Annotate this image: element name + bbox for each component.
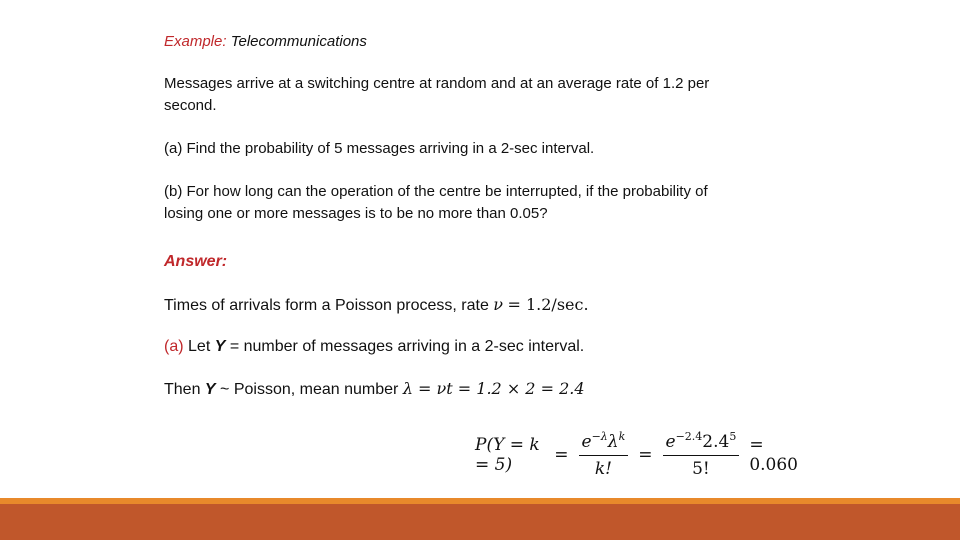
rate-value: = 1.2/sec. [507, 295, 589, 314]
answer-part-a-var: Y [214, 338, 226, 355]
formula-fraction-1 [579, 431, 629, 480]
fraction-1-num-base: e [581, 431, 592, 452]
answer-part-a-text-2: = number of messages arriving in a 2-sec interval. [229, 338, 585, 355]
formula-lhs: P(Y = k = 5) [475, 435, 540, 475]
then-text-1: Then [164, 381, 201, 398]
then-math: λ = νt = 1.2 × 2 = 2.4 [402, 379, 585, 398]
problem-intro-line-2: second. [164, 97, 217, 114]
fraction-2-num-base: e [665, 431, 676, 452]
fraction-1-num-exp: −λ [591, 429, 608, 443]
fraction-2-num-tail-exp: 5 [729, 429, 737, 443]
answer-part-a-line [164, 336, 584, 358]
formula-fraction-2 [663, 431, 740, 480]
fraction-2-num-tail: 2.4 [702, 431, 730, 452]
answer-heading: Answer: [164, 253, 228, 270]
answer-part-a-text-1: Let [188, 338, 211, 355]
example-topic: Telecommunications [230, 33, 367, 50]
answer-then-line [164, 378, 585, 401]
fraction-2-numerator [663, 431, 740, 456]
problem-intro-line-1: Messages arrive at a switching centre at random and at an average rate of 1.2 per [164, 75, 710, 92]
answer-part-a-label: (a) [164, 338, 184, 355]
example-title [164, 31, 367, 53]
rate-symbol: ν [493, 295, 504, 314]
example-label: Example: [164, 33, 227, 50]
rate-text: Times of arrivals form a Poisson process, rate [164, 297, 489, 314]
then-var: Y [204, 381, 216, 398]
fraction-1-numerator [579, 431, 629, 456]
fraction-1-denominator: k! [594, 458, 612, 479]
question-part-b-line-1: (b) For how long can the operation of the centre be interrupted, if the probability of [164, 183, 708, 200]
poisson-formula [475, 427, 804, 483]
answer-rate-line [164, 294, 589, 317]
formula-result: = 0.060 [749, 435, 798, 475]
fraction-1-num-tail: λ [607, 431, 619, 452]
footer-bar [0, 504, 960, 540]
then-text-2: ~ Poisson, mean number [220, 381, 399, 398]
question-part-a: (a) Find the probability of 5 messages arriving in a 2-sec interval. [164, 140, 595, 157]
fraction-2-num-exp: −2.4 [675, 429, 703, 443]
question-part-b-line-2: losing one or more messages is to be no more than 0.05? [164, 205, 548, 222]
fraction-1-num-tail-exp: k [618, 429, 626, 443]
fraction-2-denominator: 5! [692, 458, 710, 479]
formula-eq-1: = [554, 445, 569, 465]
formula-eq-2: = [638, 445, 653, 465]
